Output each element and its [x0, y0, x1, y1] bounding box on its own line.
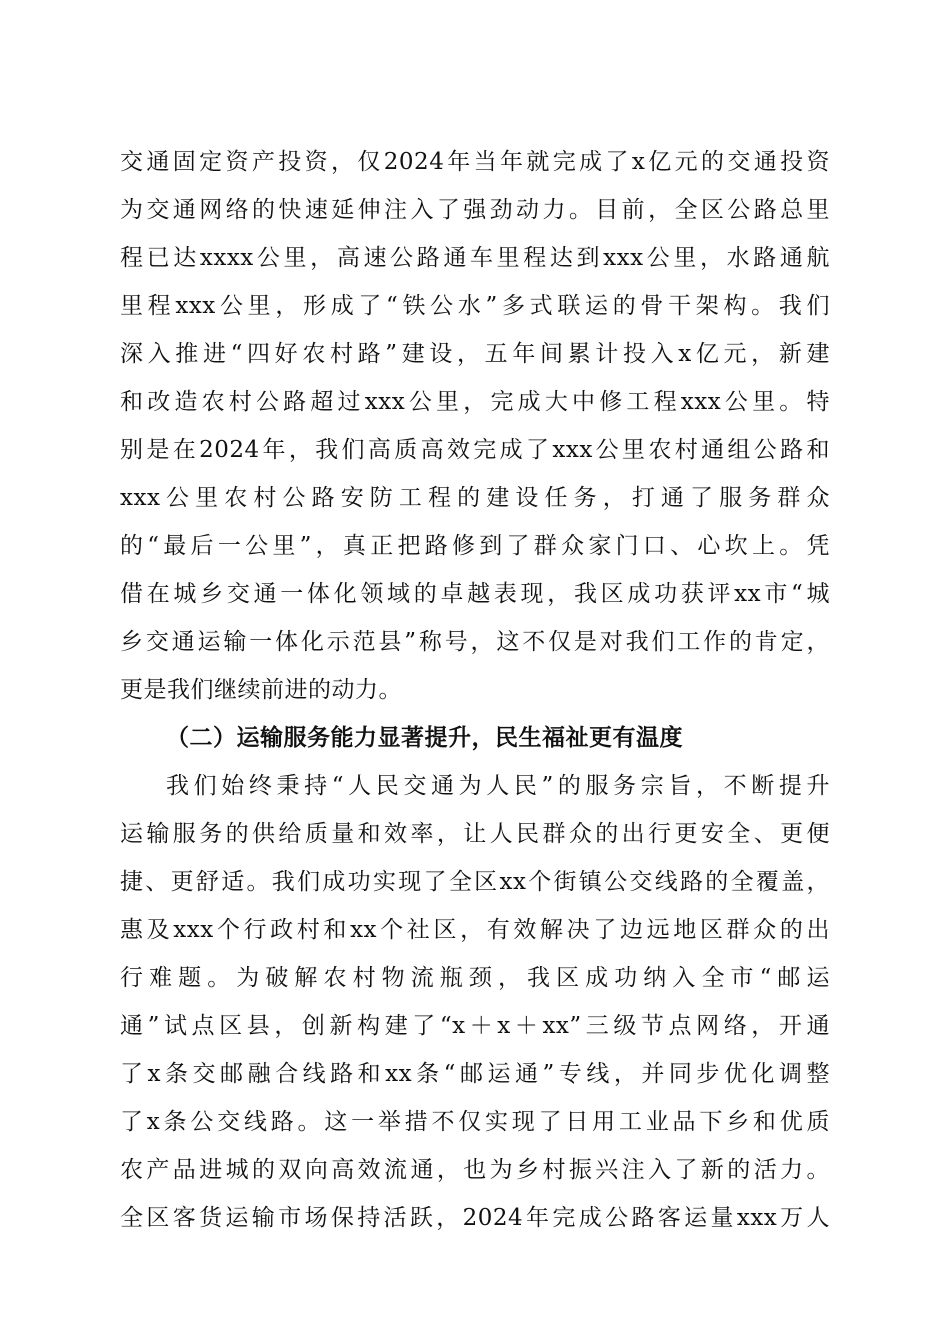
text-line: 乡交通运输一体化示范县”称号，这不仅是对我们工作的肯定，	[120, 629, 830, 655]
paragraph-transport-investment	[120, 138, 830, 714]
text-line: 交通固定资产投资，仅2024年当年就完成了x亿元的交通投资	[120, 149, 830, 175]
document-body	[120, 138, 830, 1242]
text-line: 了x条交邮融合线路和xx条“邮运通”专线，并同步优化调整	[120, 1061, 830, 1087]
section-heading: （二）运输服务能力显著提升，民生福祉更有温度	[166, 724, 683, 751]
text-line: xxx公里农村公路安防工程的建设任务，打通了服务群众	[120, 485, 830, 511]
text-line: 别是在2024年，我们高质高效完成了xxx公里农村通组公路和	[120, 437, 830, 463]
text-line: 通”试点区县，创新构建了“x＋x＋xx”三级节点网络，开通	[120, 1013, 830, 1039]
text-line: 借在城乡交通一体化领域的卓越表现，我区成功获评xx市“城	[120, 581, 830, 607]
text-line: 全区客货运输市场保持活跃，2024年完成公路客运量xxx万人	[120, 1205, 830, 1231]
text-line: 为交通网络的快速延伸注入了强劲动力。目前，全区公路总里	[120, 197, 830, 223]
text-line: 惠及xxx个行政村和xx个社区，有效解决了边远地区群众的出	[120, 917, 830, 943]
text-line: 了x条公交线路。这一举措不仅实现了日用工业品下乡和优质	[120, 1109, 830, 1135]
text-line: 里程xxx公里，形成了“铁公水”多式联运的骨干架构。我们	[120, 293, 830, 319]
text-line: 程已达xxxx公里，高速公路通车里程达到xxx公里，水路通航	[120, 245, 830, 271]
text-line: 行难题。为破解农村物流瓶颈，我区成功纳入全市“邮运	[120, 965, 830, 991]
text-line: 捷、更舒适。我们成功实现了全区xx个街镇公交线路的全覆盖，	[120, 869, 830, 895]
text-line: 更是我们继续前进的动力。	[120, 677, 402, 703]
text-line: 农产品进城的双向高效流通，也为乡村振兴注入了新的活力。	[120, 1157, 830, 1183]
text-line: 运输服务的供给质量和效率，让人民群众的出行更安全、更便	[120, 821, 830, 847]
paragraph-transport-services	[120, 762, 830, 1242]
text-line: 的“最后一公里”，真正把路修到了群众家门口、心坎上。凭	[120, 533, 830, 559]
text-line: 和改造农村公路超过xxx公里，完成大中修工程xxx公里。特	[120, 389, 830, 415]
text-line: 深入推进“四好农村路”建设，五年间累计投入x亿元，新建	[120, 341, 830, 367]
text-line: 我们始终秉持“人民交通为人民”的服务宗旨，不断提升	[166, 773, 830, 799]
